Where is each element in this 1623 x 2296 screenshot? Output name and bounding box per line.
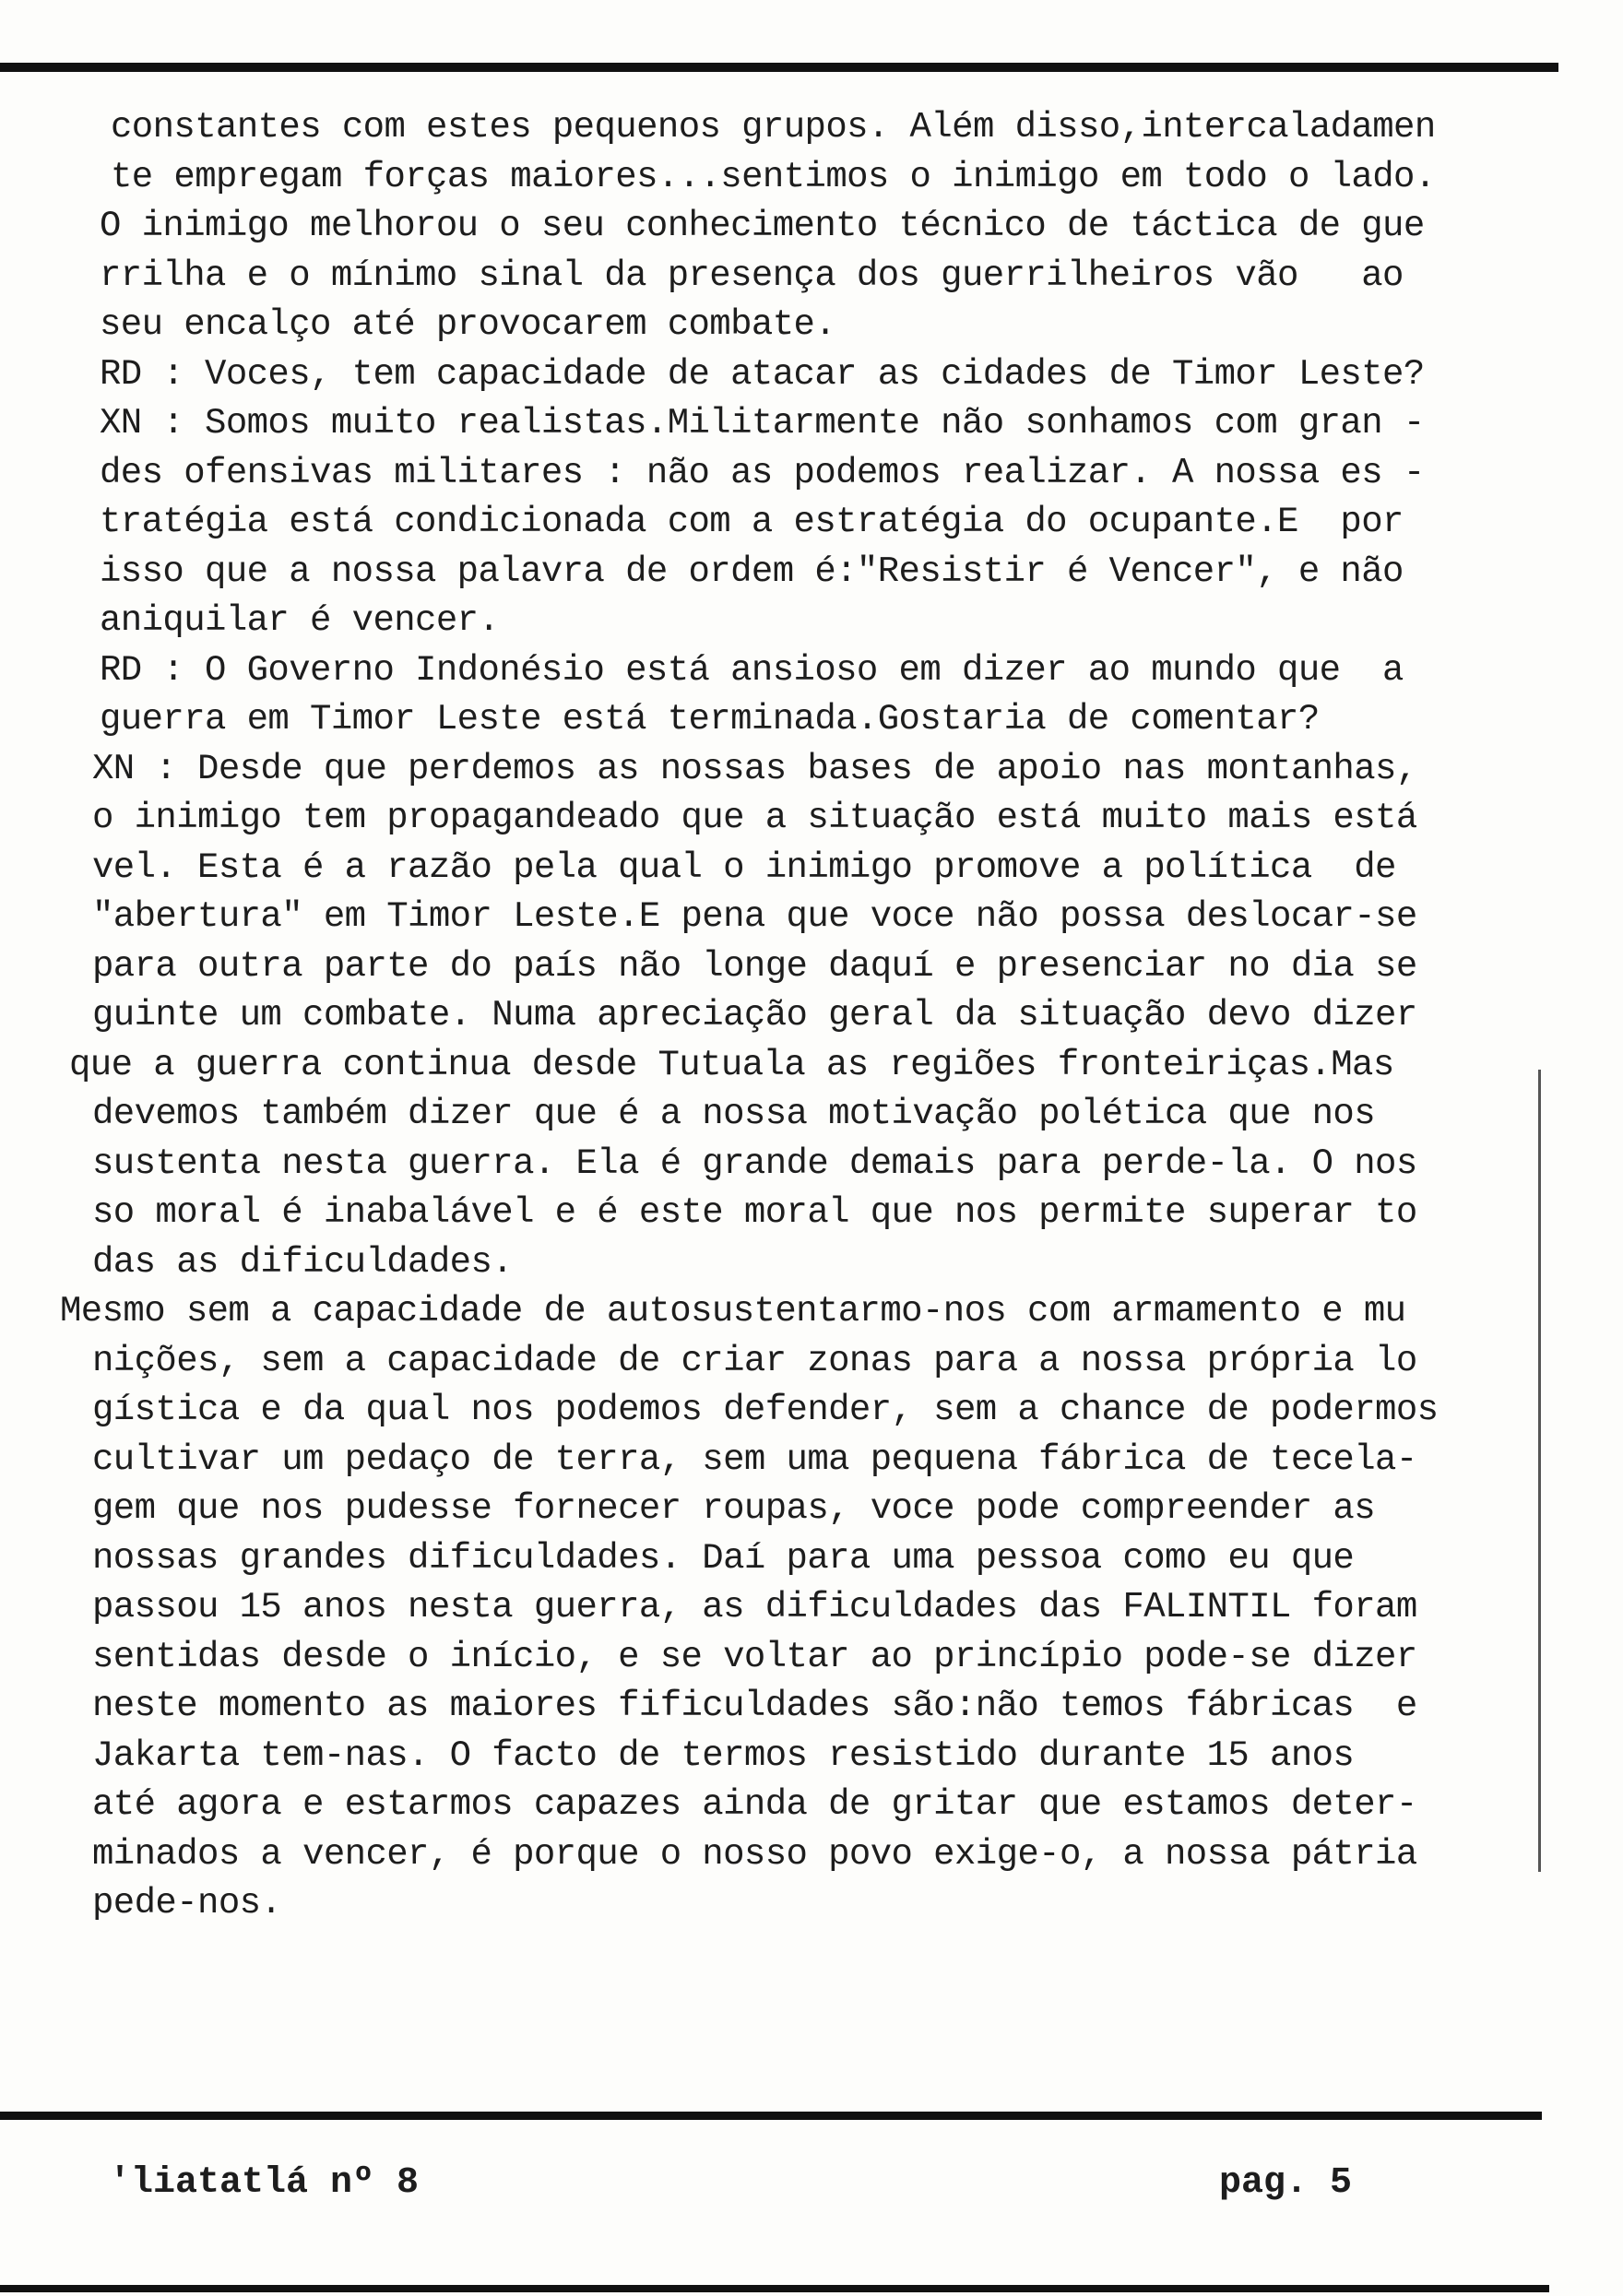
text-line: nições, sem a capacidade de criar zonas para a nossa própria lo (92, 1340, 1417, 1381)
text-line: nossas grandes dificuldades. Daí para uma pessoa como eu que (92, 1537, 1355, 1579)
text-line: constantes com estes pequenos grupos. Além disso,intercaladamen (111, 107, 1436, 148)
text-line: guerra em Timor Leste está terminada.Gostaria de comentar? (100, 699, 1320, 740)
text-line: que a guerra continua desde Tutuala as regiões fronteiriças.Mas (69, 1044, 1394, 1085)
text-line: vel. Esta é a razão pela qual o inimigo promove a política de (92, 846, 1396, 888)
text-line: o inimigo tem propagandeado que a situação está muito mais está (92, 798, 1417, 838)
text-line: XN : Somos muito realistas.Militarmente não sonhamos com gran - (100, 403, 1425, 444)
text-line: neste momento as maiores fificuldades são:não temos fábricas e (92, 1686, 1417, 1726)
text-line: so moral é inabalável e é este moral que nos permite superar to (92, 1192, 1417, 1233)
text-line: até agora e estarmos capazes ainda de gritar que estamos deter- (92, 1784, 1417, 1825)
text-line: gem que nos pudesse fornecer roupas, voce pode compreender as (92, 1488, 1376, 1529)
text-line: passou 15 anos nesta guerra, as dificuldades das FALINTIL foram (92, 1587, 1417, 1627)
text-line: RD : O Governo Indonésio está ansioso em dizer ao mundo que a (100, 649, 1404, 691)
text-line: te empregam forças maiores...sentimos o inimigo em todo o lado. (111, 156, 1436, 197)
bottom-rule (0, 2112, 1542, 2120)
text-line: aniquilar é vencer. (100, 600, 500, 641)
text-line: devemos também dizer que é a nossa motivação polética que nos (92, 1094, 1376, 1134)
text-line: XN : Desde que perdemos as nossas bases de apoio nas montanhas, (92, 748, 1417, 789)
publication-label: 'liatatlá nº 8 (109, 2162, 420, 2204)
text-line: minados a vencer, é porque o nosso povo exige-o, a nossa pátria (92, 1833, 1417, 1875)
text-line: seu encalço até provocarem combate. (100, 304, 836, 345)
text-line: das as dificuldades. (92, 1241, 514, 1283)
text-line: O inimigo melhorou o seu conhecimento técnico de táctica de gue (100, 206, 1425, 246)
text-line: para outra parte do país não longe daquí e presenciar no dia se (92, 945, 1417, 987)
footer-rule (0, 2285, 1549, 2292)
text-line: pede-nos. (92, 1883, 282, 1923)
text-line: RD : Voces, tem capacidade de atacar as cidades de Timor Leste? (100, 353, 1425, 395)
text-line: isso que a nossa palavra de ordem é:"Resistir é Vencer", e não (100, 550, 1404, 592)
text-line: Jakarta tem-nas. O facto de termos resistido durante 15 anos (92, 1734, 1355, 1776)
page-number: pag. 5 (1219, 2162, 1353, 2204)
interview-text (60, 103, 1531, 1929)
top-rule (0, 63, 1558, 72)
text-line: rrilha e o mínimo sinal da presença dos guerrilheiros vão ao (100, 254, 1404, 296)
margin-mark (1538, 1070, 1541, 1872)
text-line: "abertura" em Timor Leste.E pena que voce não possa deslocar-se (92, 896, 1417, 937)
text-line: gística e da qual nos podemos defender, sem a chance de podermos (92, 1390, 1439, 1430)
text-line: guinte um combate. Numa apreciação geral da situação devo dizer (92, 995, 1417, 1036)
text-line: sentidas desde o início, e se voltar ao princípio pode-se dizer (92, 1636, 1417, 1677)
text-line: Mesmo sem a capacidade de autosustentarmo-nos com armamento e mu (60, 1291, 1406, 1331)
text-line: cultivar um pedaço de terra, sem uma pequena fábrica de tecela- (92, 1438, 1417, 1480)
text-line: sustenta nesta guerra. Ela é grande demais para perde-la. O nos (92, 1142, 1417, 1184)
text-line: des ofensivas militares : não as podemos realizar. A nossa es - (100, 452, 1425, 493)
text-line: tratégia está condicionada com a estratégia do ocupante.E por (100, 502, 1404, 542)
